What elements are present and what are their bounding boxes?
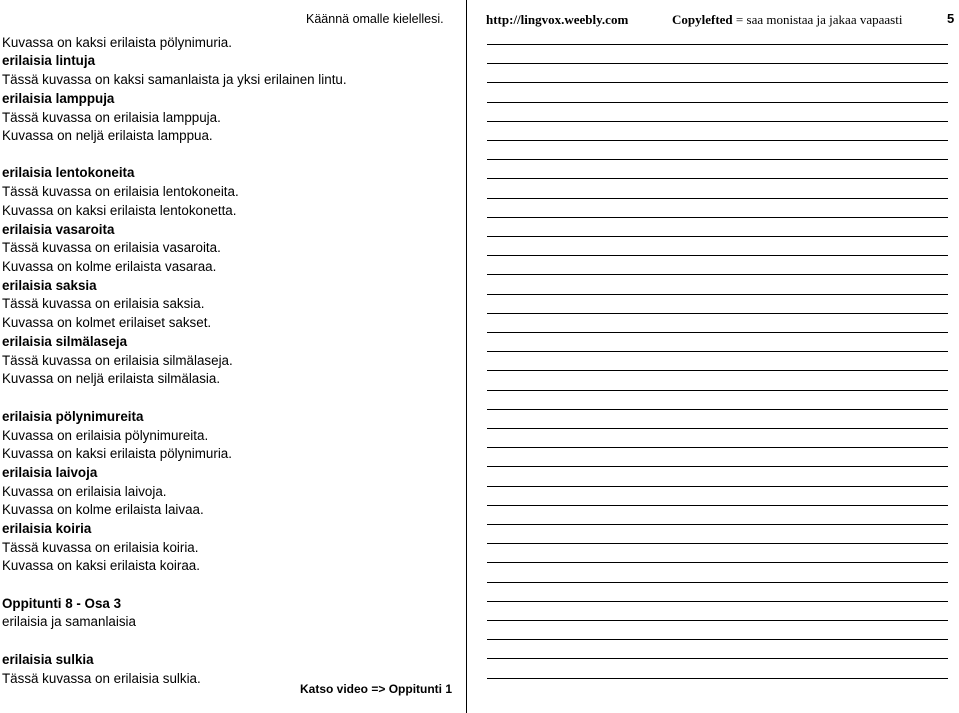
- instruction-text: Käännä omalle kielellesi.: [306, 12, 444, 26]
- section-heading: erilaisia saksia: [2, 278, 97, 293]
- writing-line[interactable]: [487, 63, 948, 64]
- writing-line[interactable]: [487, 82, 948, 83]
- writing-line[interactable]: [487, 620, 948, 621]
- example-sentence: Kuvassa on kaksi erilaista pölynimuria.: [2, 446, 232, 461]
- writing-line[interactable]: [487, 351, 948, 352]
- writing-line[interactable]: [487, 505, 948, 506]
- writing-line[interactable]: [487, 198, 948, 199]
- example-sentence: Kuvassa on kolmet erilaiset sakset.: [2, 315, 212, 330]
- section-heading: erilaisia vasaroita: [2, 222, 115, 237]
- writing-line[interactable]: [487, 543, 948, 544]
- example-sentence: Tässä kuvassa on erilaisia saksia.: [2, 296, 205, 311]
- example-sentence: Kuvassa on erilaisia laivoja.: [2, 484, 167, 499]
- column-divider: [466, 0, 467, 713]
- example-sentence: Kuvassa on neljä erilaista lamppua.: [2, 128, 213, 143]
- section-heading: erilaisia lentokoneita: [2, 165, 135, 180]
- writing-line[interactable]: [487, 370, 948, 371]
- writing-line[interactable]: [487, 447, 948, 448]
- copyleft-word: Copylefted: [672, 12, 733, 27]
- example-sentence: Tässä kuvassa on erilaisia silmälaseja.: [2, 353, 233, 368]
- writing-line[interactable]: [487, 102, 948, 103]
- copyleft-text: = saa monistaa ja jakaa vapaasti: [732, 12, 903, 27]
- section-heading: erilaisia sulkia: [2, 652, 94, 667]
- writing-line[interactable]: [487, 562, 948, 563]
- writing-line[interactable]: [487, 466, 948, 467]
- writing-line[interactable]: [487, 390, 948, 391]
- example-sentence: Kuvassa on kolme erilaista vasaraa.: [2, 259, 217, 274]
- section-heading: erilaisia lintuja: [2, 53, 96, 68]
- writing-line[interactable]: [487, 236, 948, 237]
- example-sentence: Tässä kuvassa on erilaisia lentokoneita.: [2, 184, 239, 199]
- example-sentence: Kuvassa on kaksi erilaista koiraa.: [2, 558, 200, 573]
- example-sentence: Kuvassa on erilaisia pölynimureita.: [2, 428, 209, 443]
- example-sentence: Kuvassa on kaksi erilaista lentokonetta.: [2, 203, 237, 218]
- example-sentence: Tässä kuvassa on erilaisia sulkia.: [2, 671, 201, 686]
- writing-line[interactable]: [487, 121, 948, 122]
- example-sentence: Kuvassa on kaksi erilaista pölynimuria.: [2, 35, 232, 50]
- writing-line[interactable]: [487, 409, 948, 410]
- writing-line[interactable]: [487, 582, 948, 583]
- writing-line[interactable]: [487, 44, 948, 45]
- copyleft-notice: [672, 12, 902, 28]
- writing-line[interactable]: [487, 332, 948, 333]
- writing-line[interactable]: [487, 217, 948, 218]
- video-reference: Katso video => Oppitunti 1: [300, 682, 453, 696]
- example-sentence: Tässä kuvassa on erilaisia vasaroita.: [2, 240, 221, 255]
- writing-line[interactable]: [487, 639, 948, 640]
- section-heading: erilaisia laivoja: [2, 465, 98, 480]
- writing-line[interactable]: [487, 178, 948, 179]
- writing-line[interactable]: [487, 428, 948, 429]
- writing-line[interactable]: [487, 140, 948, 141]
- site-url: http://lingvox.weebly.com: [486, 12, 629, 27]
- writing-line[interactable]: [487, 658, 948, 659]
- writing-line[interactable]: [487, 159, 948, 160]
- writing-line[interactable]: [487, 601, 948, 602]
- writing-line[interactable]: [487, 486, 948, 487]
- writing-line[interactable]: [487, 678, 948, 679]
- example-sentence: Tässä kuvassa on erilaisia lamppuja.: [2, 110, 221, 125]
- section-heading: erilaisia lamppuja: [2, 91, 115, 106]
- section-heading: erilaisia silmälaseja: [2, 334, 128, 349]
- example-sentence: erilaisia ja samanlaisia: [2, 614, 136, 629]
- example-sentence: Tässä kuvassa on erilaisia koiria.: [2, 540, 199, 555]
- writing-line[interactable]: [487, 313, 948, 314]
- writing-line[interactable]: [487, 524, 948, 525]
- writing-line[interactable]: [487, 274, 948, 275]
- source-text-column: [0, 0, 466, 713]
- example-sentence: Kuvassa on neljä erilaista silmälasia.: [2, 371, 221, 386]
- section-heading: erilaisia koiria: [2, 521, 92, 536]
- writing-line[interactable]: [487, 255, 948, 256]
- writing-line[interactable]: [487, 294, 948, 295]
- section-heading: Oppitunti 8 - Osa 3: [2, 596, 122, 611]
- page-number: 5: [947, 11, 955, 26]
- section-heading: erilaisia pölynimureita: [2, 409, 144, 424]
- example-sentence: Kuvassa on kolme erilaista laivaa.: [2, 502, 204, 517]
- example-sentence: Tässä kuvassa on kaksi samanlaista ja yksi erilainen lintu.: [2, 72, 347, 87]
